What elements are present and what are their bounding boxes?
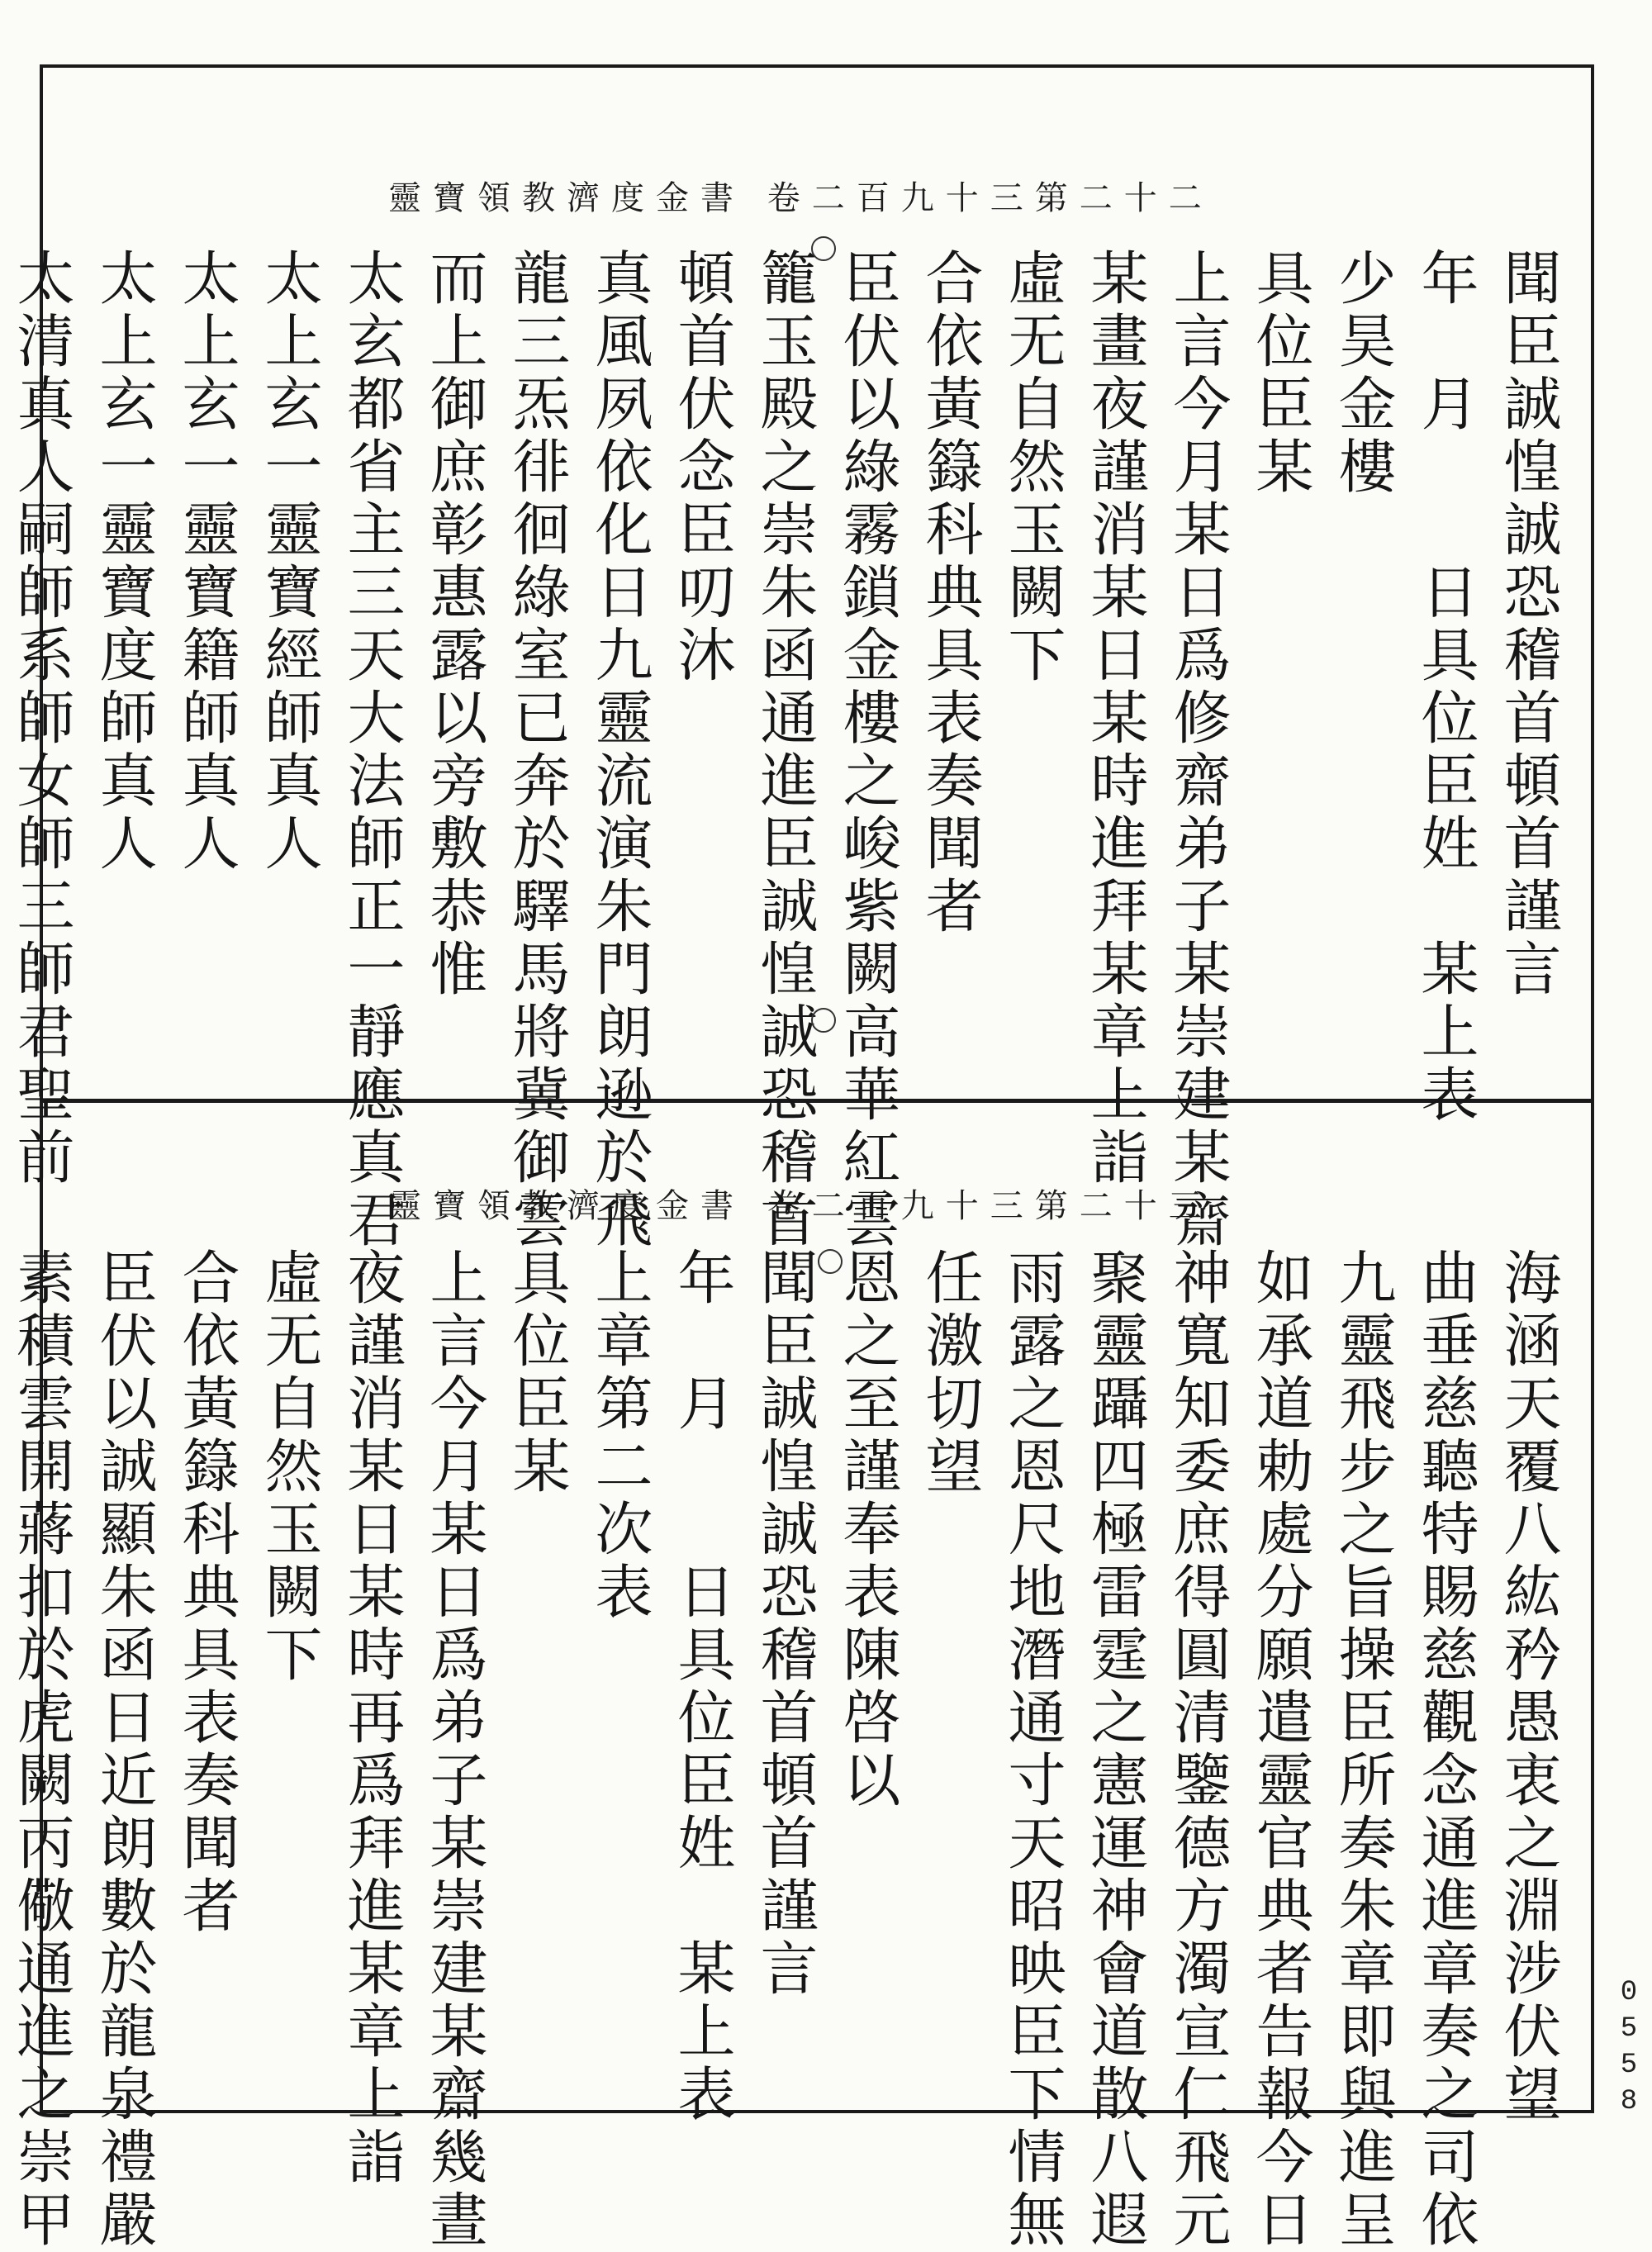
upper-text-column: 真風夙依化日九靈流演朱門朗逊於飛 [586,248,653,1252]
upper-text-column: 太清真人嗣師系師女師三師君聖前 [7,248,75,1190]
upper-text-column: 虛无自然玉闕下 [999,248,1066,687]
circle-mark [811,1008,836,1033]
lower-text-column: 恩之至謹奉表陳啓以 [833,1247,901,1813]
lower-text-column: 雨露之恩尺地潛通寸天昭映臣下情無 [999,1247,1066,2252]
lower-text-column: 具位臣某 [503,1247,571,1499]
lower-text-column: 九靈飛步之旨操臣所奏朱章即與進呈 [1329,1247,1397,2252]
upper-text-column: 臣伏以綠霧鎖金樓之峻紫闕高華紅雲 [833,248,901,1252]
lower-header: 靈寶領教濟度金書 卷二百九十三第二十三 [388,1187,1213,1225]
lower-columns [7,1247,1569,2252]
lower-text-column: 海涵天覆八紘矜愚衷之淵涉伏望 [1494,1247,1562,2126]
upper-text-column: 而上御庶彰惠露以旁敷恭惟 [420,248,488,1001]
upper-text-column: 少昊金樓 [1329,248,1397,499]
lower-text-column: 年 月 日具位臣姓 某上表 [668,1247,736,2126]
upper-header: 靈寶領教濟度金書 卷二百九十三第二十二 [388,179,1213,217]
upper-text-column: 太上玄一靈寶度師真人 [90,248,158,876]
upper-text-column: 某畫夜謹消某日某時進拜某章上詣 [1081,248,1149,1190]
upper-text-column: 上言今月某日爲修齋弟子某崇建某齋 [1164,248,1232,1252]
lower-text-column: 曲垂慈聽特賜慈觀念通進章奏之司依 [1412,1247,1479,2252]
upper-text-column: 太玄都省主三天大法師正一靜應真君 [338,248,406,1252]
upper-text-column: 太上玄一靈寶籍師真人 [173,248,240,876]
circle-mark [818,1249,843,1274]
upper-text-column: 籠玉殿之崇朱函通進臣誠惶誠恐稽首 [751,248,819,1252]
upper-text-column: 龍三炁徘徊綠室已奔於驛馬將冀御雲 [503,248,571,1252]
page-number: 0 5 5 8 [1620,1977,1638,2117]
lower-text-column: 虛无自然玉闕下 [255,1247,323,1687]
lower-text-column: 如承道勅處分願遣靈官典者告報今日 [1246,1247,1314,2252]
upper-text-column: 具位臣某 [1246,248,1314,499]
lower-text-column: 臣伏以誠顯朱函日近朗數於龍泉禮嚴 [90,1247,158,2252]
upper-text-column: 合依黃籙科典具表奏聞者 [916,248,984,938]
upper-text-column: 頓首伏念臣叨沐 [668,248,736,687]
upper-text-column: 年 月 日具位臣姓 某上表 [1412,248,1479,1127]
lower-text-column: 神寬知委庶得圓清鑒德方濁宣仁飛元 [1164,1247,1232,2252]
lower-text-column: 夜謹消某日某時再爲拜進某章上詣 [338,1247,406,2189]
lower-panel [7,1247,1569,2252]
circle-mark [811,236,836,261]
lower-text-column: 任激切望 [916,1247,984,1499]
lower-text-column: 合依黃籙科典具表奏聞者 [173,1247,240,1938]
lower-text-column: 上章第二次表 [586,1247,653,1624]
lower-text-column: 上言今月某日爲弟子某崇建某齋幾晝 [420,1247,488,2252]
upper-text-column: 聞臣誠惶誠恐稽首頓首謹言 [1494,248,1562,1001]
lower-text-column: 聞臣誠惶誠恐稽首頓首謹言 [751,1247,819,2001]
upper-text-column: 太上玄一靈寶經師真人 [255,248,323,876]
lower-text-column: 素積雲開蔣扣於虎闕丙儆通進之崇甲 [7,1247,75,2252]
lower-text-column: 聚靈躡四極雷霆之憲運神會道散八遐 [1081,1247,1149,2252]
